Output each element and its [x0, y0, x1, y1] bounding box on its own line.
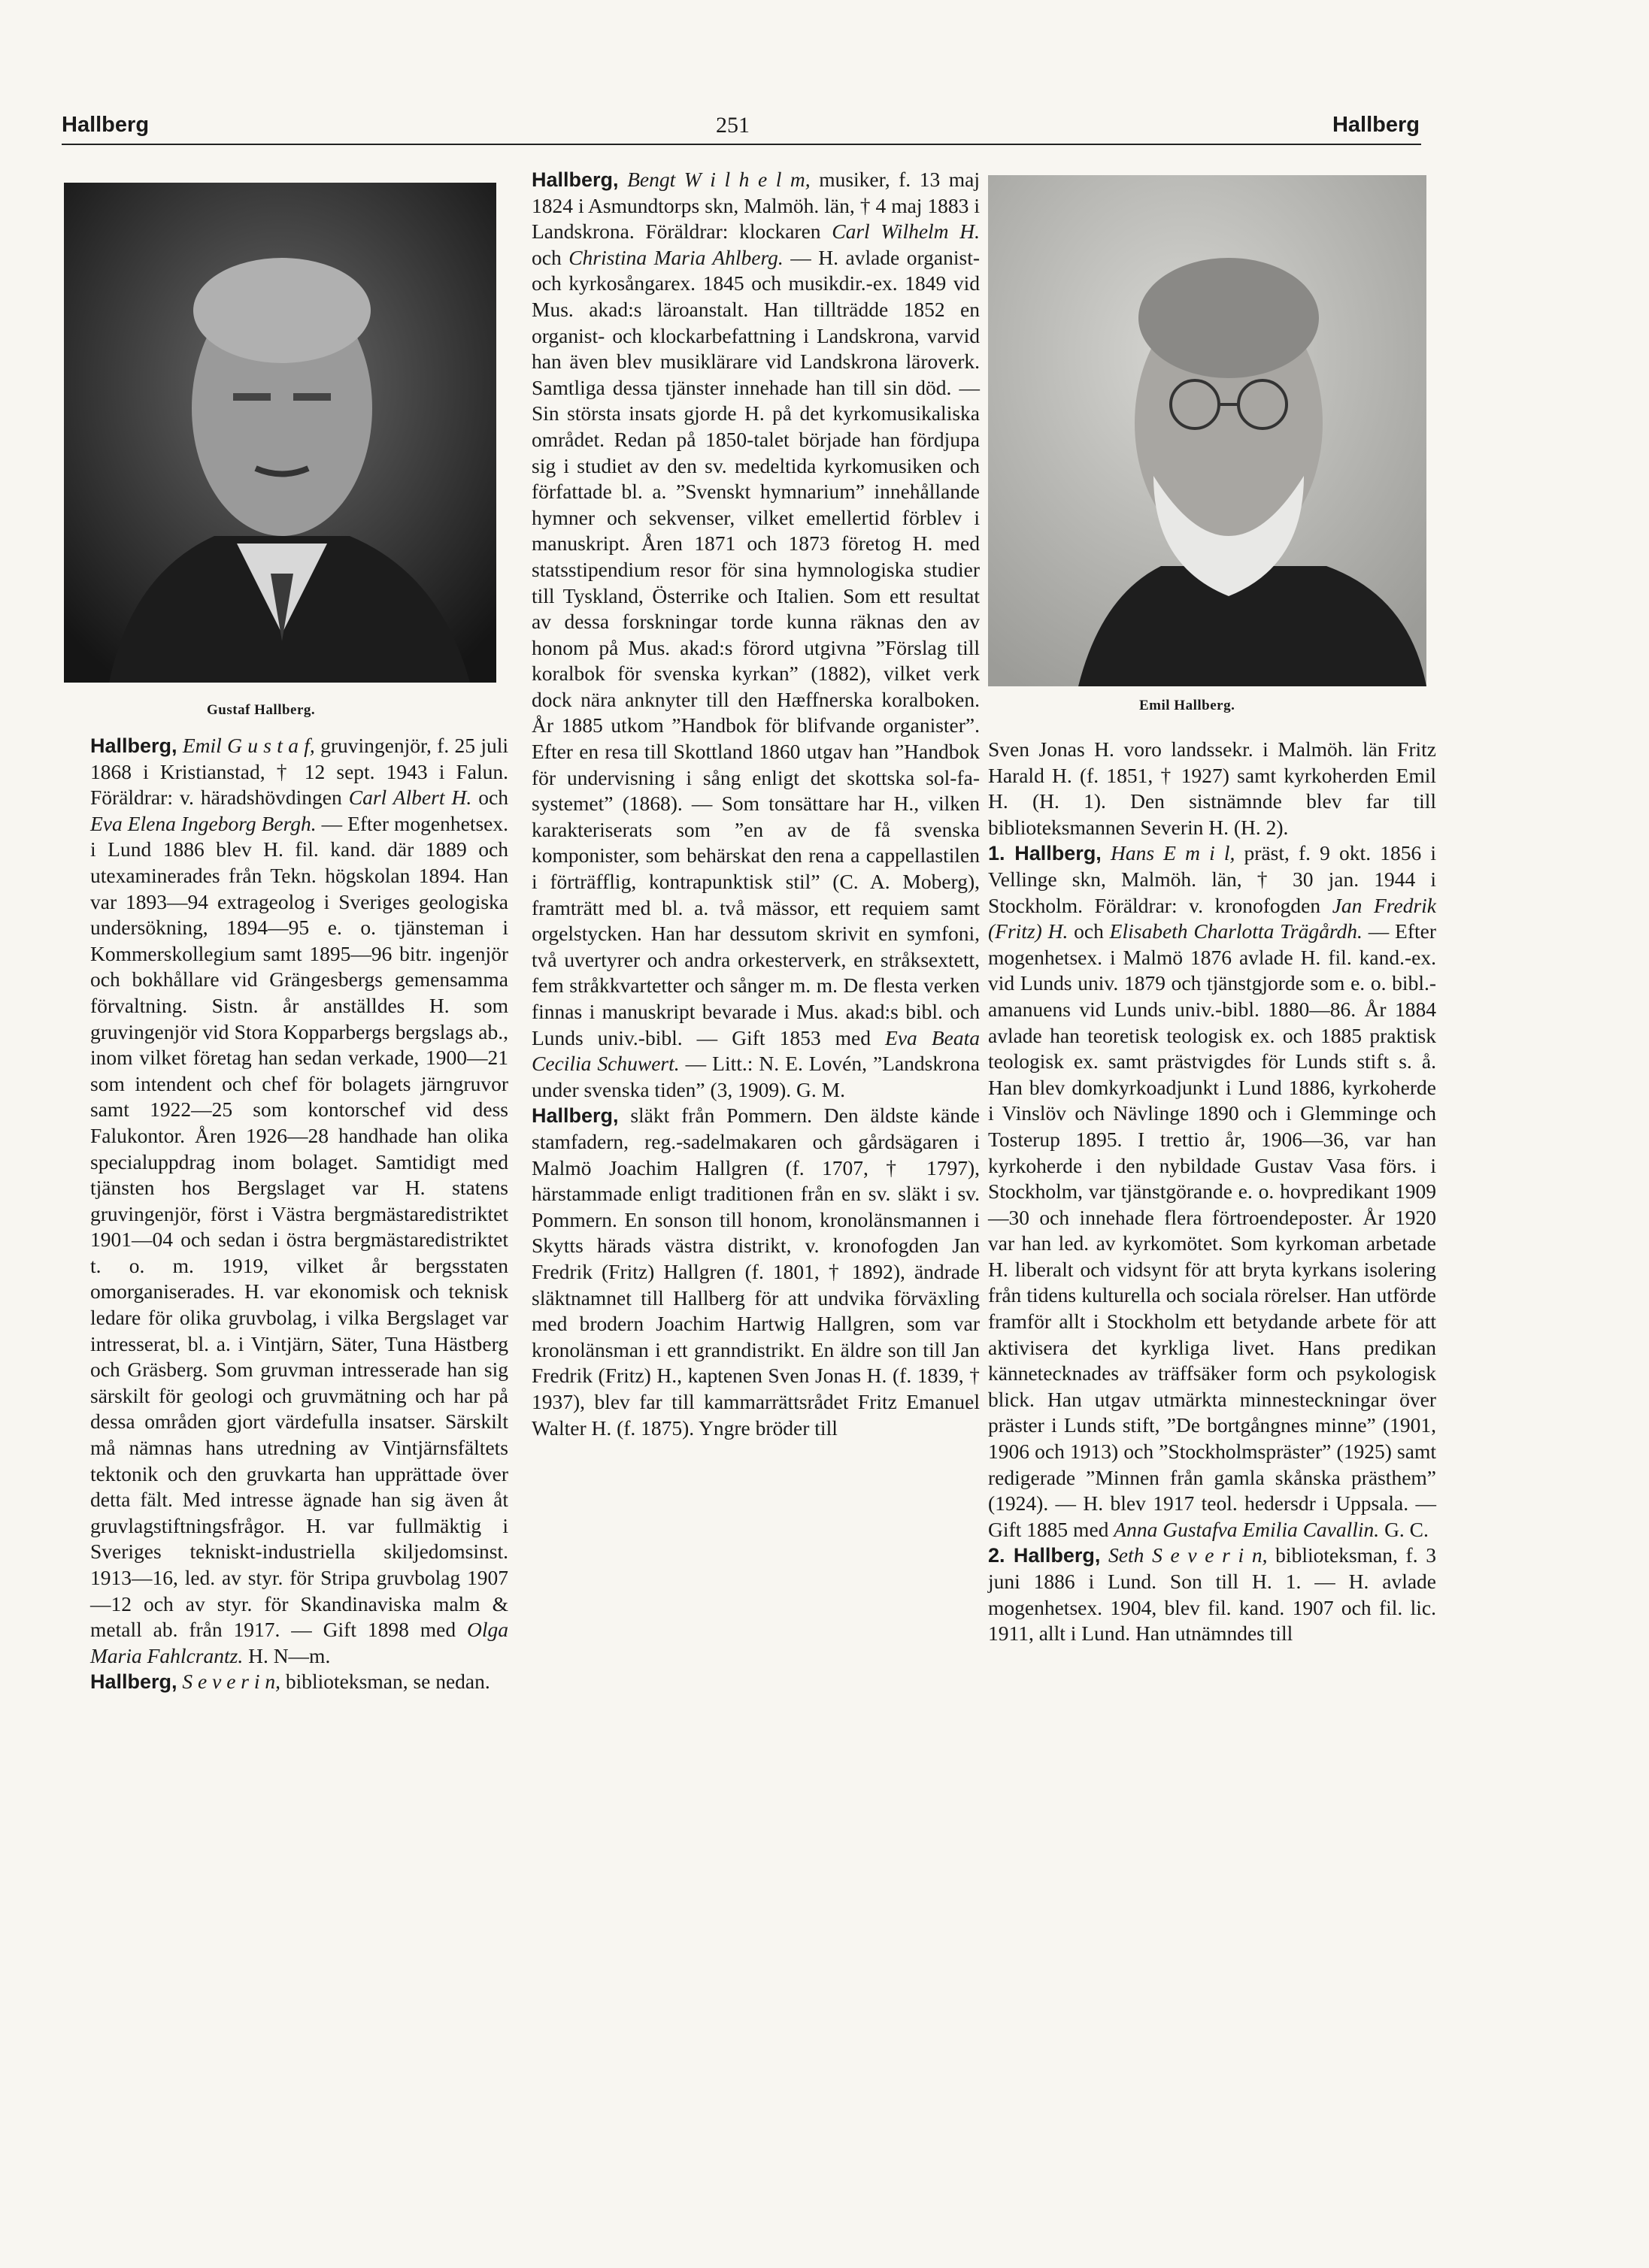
portrait-image: [988, 175, 1426, 686]
photo-caption-2: Emil Hallberg.: [1139, 698, 1235, 713]
photo-caption-1: Gustaf Hallberg.: [207, 702, 316, 718]
family-continuation: Sven Jonas H. voro landssekr. i Malmöh. län Fritz Harald H. (f. 1851, † 1927) samt kyrkoherden Emil H. (H. 1). Den sistnämnde blev far till biblioteksmannen Severin H. (H. 2).: [988, 737, 1436, 839]
entry-text-italic: Christina Maria Ahlberg.: [568, 245, 784, 269]
entry-text-italic: Carl Wilhelm H.: [832, 220, 980, 244]
entry-text-italic: Jan Fredrik (Fritz) H.: [988, 893, 1436, 943]
entry-name: Hallberg,: [90, 1670, 177, 1694]
entry-text-italic: Carl Albert H.: [348, 786, 472, 810]
entry-name: Hallberg,: [532, 1104, 619, 1128]
entry-given-names: Bengt W i l h e l m,: [627, 168, 811, 191]
entry-text: — Efter mogenhetsex. i Lund 1886 blev H. fil. kand. där 1889 och utexaminerades från Tekn. högskolan 1894. Han var 1893—94 extrageolog i Sveriges geologiska undersökning, 1894—95 e. o. tjänsteman i Kommerskollegium samt 1895—96 bitr. ingenjör och bokhållare vid Grängesbergs gemensamma förvaltning. Sistn. år anställdes H. som gruvingenjör vid Stora Kopparbergs bergslags ab., inom vilket företag han sedan verkade, 1900—21 som intendent och chef för bolagets järngruvor samt 1922—25 som kontorschef vid dess Falukontor. Åren 1926—28 handhade han olika specialuppdrag inom bolaget. Samtidigt med tjänsten hos Bergslaget var H. statens gruvingenjör, först i Västra bergmästaredistriktet 1901—04 och sedan i östra bergmästaredistriktet t. o. m. 1919, vilket år bergsstaten omorganiserades. H. var ekonomisk och teknisk ledare för olika gruvbolag, i vilka Bergslaget var intresserat, bl. a. i Vintjärn, Säter, Tuna Hästberg och Gräsberg. Som gruvman intresserade han sig särskilt för geologi och gruvmätning och har på dessa områden gjort värdefulla insatser. Särskilt må nämnas hans utredning av Vintjärnsfältets tektonik och den gruvkarta han upprättade över detta fält. Med intresse ägnade han sig även åt gruvlagstiftningsfrågor. H. var fullmäktig i Sveriges tekniskt-industriella skiljedomsinst. 1913—16, led. av styr. för Stripa gruvbolag 1907—12 och av styr. för Skandinaviska malm & metall ab. från 1917. — Gift 1898 med: [90, 811, 508, 1642]
entry-text: biblioteksman, se nedan.: [280, 1670, 490, 1694]
text-column-3: [988, 737, 1436, 1647]
entry-text: gruvingenjör, f. 25 juli 1868 i Kristianstad, † 12 sept. 1943 i Falun. Föräldrar: v. häradshövdingen: [90, 734, 509, 810]
entry-family-hallberg: [532, 1103, 980, 1441]
entry-signature: G. C.: [1379, 1517, 1429, 1541]
entry-name: 2. Hallberg,: [988, 1544, 1101, 1567]
text-column-1: [90, 733, 508, 1695]
entry-text: präst, f. 9 okt. 1856 i Vellinge skn, Malmöh. län, † 30 jan. 1944 i Stockholm. Föräldrar: v. kronofogden: [988, 841, 1436, 917]
entry-text-italic: Eva Elena Ingeborg Bergh.: [90, 811, 317, 835]
entry-text: släkt från Pommern. Den äldste kände stamfadern, reg.-sadelmakaren och gårdsägaren i Malmö Joachim Hallgren (f. 1707, † 1797), härstammade enligt traditionen från en sv. släkt i sv. Pommern. En sonson till honom, kronolänsmannen i Skytts härads västra distrikt, v. kronofogden Jan Fredrik (Fritz) Hallgren (f. 1801, † 1892), ändrade släktnamnet till Hallberg för att undvika förväxling med brodern Joachim Hartwig Hallgren, som var kronolänsman i ett granndistrikt. En äldre son till Jan Fredrik (Fritz) H., kaptenen Sven Jonas H. (f. 1839, † 1937), blev far till kammarrättsrådet Fritz Emanuel Walter H. (f. 1875). Yngre bröder till: [532, 1104, 980, 1440]
entry-given-names: Emil G u s t a f,: [182, 734, 315, 757]
entry-text: — Litt.: N. E. Lovén, ”Landskrona under svenska tiden” (3, 1909). G. M.: [532, 1052, 980, 1101]
entry-text: musiker, f. 13 maj 1824 i Asmundtorps skn, Malmöh. län, † 4 maj 1883 i Landskrona. Föräldrar: klockaren: [532, 168, 980, 244]
entry-name: 1. Hallberg,: [988, 842, 1102, 865]
header-rule: [62, 144, 1421, 145]
portrait-photo-gustaf: [64, 183, 496, 683]
entry-text-italic: Eva Beata Cecilia Schuwert.: [532, 1025, 981, 1076]
entry-text-italic: Anna Gustafva Emilia Cavallin.: [1114, 1517, 1380, 1541]
entry-gustaf-hallberg: [90, 733, 508, 1669]
entry-text: och: [532, 245, 569, 269]
entry-text: — Efter mogenhetsex. i Malmö 1876 avlade H. fil. kand.-ex. vid Lunds univ. 1879 och tjänstgjorde som e. o. bibl.-amanuens vid Lunds univ.-bibl. 1880—86. År 1884 avlade han teoretisk teologisk ex. och 1885 praktisk teologisk ex. samt prästvigdes för Lunds stift s. å. Han blev domkyrkoadjunkt i Lund 1886, kyrkoherde i Vinslöv och Nävlinge 1890 och i Glemminge och Tosterup 1895. I trettio år, 1906—36, var han kyrkoherde i den nybildade Gustav Vasa förs. i Stockholm, var tjänstgörande e. o. hovpredikant 1909—30 och innehade flera förtroendeposter. År 1920 var han led. av kyrkomötet. Som kyrkoman arbetade H. liberalt och vidsynt för att bryta kyrkans isolering från tidens kulturella och sociala rörelser. Han utförde framför allt i Stockholm ett betydande arbete för att aktivisera det kyrkliga livet. Hans predikan kännetecknades av träffsäker form och psykologisk blick. Han utgav utmärkta minnesteckningar över präster i Lunds stift, ”De bortgångnes minne” (1901, 1906 och 1913) och ”Stockholmspräster” (1925) samt redigerade ”Minnen från gamla skånska prästhem” (1924). — H. blev 1917 teol. hedersdr i Uppsala. — Gift 1885 med: [988, 919, 1436, 1541]
entry-emil-hallberg: [988, 840, 1436, 1543]
entry-name: Hallberg,: [90, 734, 177, 757]
entry-text: och: [471, 786, 508, 810]
running-header-left: Hallberg: [62, 113, 150, 137]
entry-text: biblioteksman, f. 3 juni 1886 i Lund. Son till H. 1. — H. avlade mogenhetsex. 1904, blev fil. kand. 1907 och fil. lic. 1911, allt i Lund. Han utnämndes till: [988, 1543, 1437, 1646]
portrait-image: [64, 183, 496, 683]
entry-severin-hallberg: [988, 1543, 1436, 1646]
entry-text: och: [1068, 919, 1110, 943]
text-column-2: [532, 167, 980, 1441]
portrait-photo-emil: [988, 175, 1426, 686]
entry-given-names: S e v e r i n,: [182, 1670, 280, 1694]
entry-severin-crossref: [90, 1669, 508, 1695]
entry-given-names: Hans E m i l,: [1110, 841, 1235, 865]
entry-text-italic: Elisabeth Charlotta Trägårdh.: [1109, 919, 1363, 943]
entry-name: Hallberg,: [532, 168, 619, 191]
entry-signature: H. N—m.: [243, 1643, 331, 1667]
running-header-right: Hallberg: [1332, 113, 1420, 137]
entry-given-names: Seth S e v e r i n,: [1108, 1543, 1268, 1567]
entry-text: — H. avlade organist- och kyrkosångarex. 1845 och musikdir.-ex. 1849 vid Mus. akad:s läroanstalt. Han tillträdde 1852 en organist- och klockarbefattning i Landskrona, varvid han även blev musiklärare vid Landskrona läroverk. Samtliga dessa tjänster innehade han till sin död. — Sin största insats gjorde H. på det kyrkomusikaliska området. Redan på 1850-talet började han fördjupa sig i studiet av den sv. medeltida kyrkomusiken och författade bl. a. ”Svenskt hymnarium” innehållande hymner och sekvenser, vilket emellertid förblev i manuskript. Åren 1871 och 1873 företog H. med statsstipendium resor för sina hymnologiska studier till Tyskland, Österrike och Italien. Som ett resultat av dessa forskningar torde kunna räknas den av honom på Mus. akad:s förord utgivna ”Förslag till koralbok för svenska kyrkan” (1882), vilket verk dock nära anknyter till den Hæffnerska koralboken. År 1885 utkom ”Handbok för blifvande organister”. Efter en resa till Skottland 1860 utgav han ”Handbok för undervisning i sång enligt det skottska sol-fa-systemet” (1868). — Som tonsättare har H., vilken karakteriserats som ”en av de få svenska komponister, som behärskat den rena a cappellastilen i förträfflig, kontrapunktisk stil” (C. A. Moberg), framträtt med bl. a. två mässor, ett requiem samt orgelstycken. Han har dessutom skrivit en symfoni, två uvertyrer och andra orkesterverk, en stråksextett, fem stråkkvartetter och sånger m. m. De flesta verken finnas i manuskript bevarade i Mus. akad:s bibl. och Lunds univ.-bibl. — Gift 1853 med: [532, 245, 981, 1049]
entry-text-italic: Olga Maria Fahlcrantz.: [90, 1618, 508, 1667]
page-number: 251: [716, 113, 750, 138]
entry-wilhelm-hallberg: [532, 167, 980, 1103]
